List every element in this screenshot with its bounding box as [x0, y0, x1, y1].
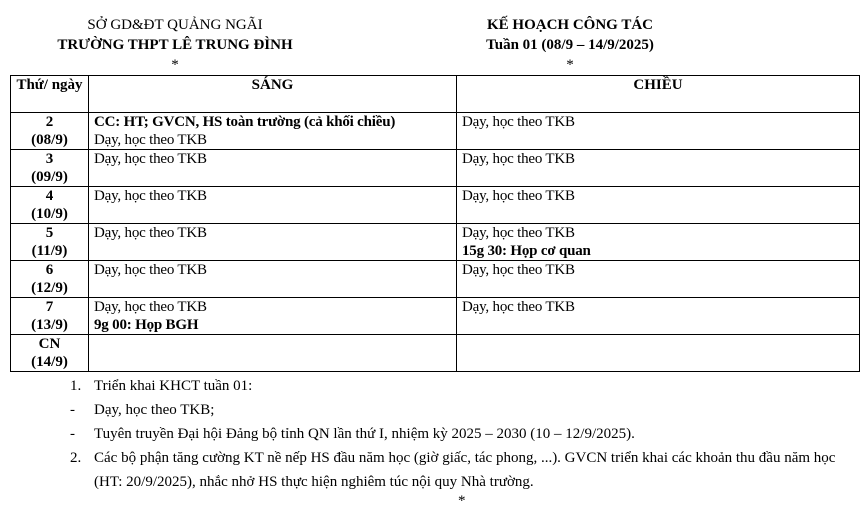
- activity: Dạy, học theo TKB: [94, 225, 207, 241]
- day-cell: [11, 113, 89, 150]
- note-item: [70, 374, 860, 398]
- weekday: 7: [45, 299, 54, 315]
- activity: Dạy, học theo TKB: [94, 151, 207, 167]
- activity: Dạy, học theo TKB: [462, 151, 575, 167]
- table-row: [11, 261, 860, 298]
- afternoon-cell: [457, 113, 860, 150]
- date: (14/9): [31, 354, 68, 370]
- activity: 9g 00: Họp BGH: [94, 317, 199, 333]
- org-name: SỞ GD&ĐT QUẢNG NGÃI: [87, 17, 263, 33]
- date: (13/9): [31, 317, 68, 333]
- morning-cell: [89, 150, 457, 187]
- separator-star: *: [566, 57, 574, 73]
- morning-cell: [89, 187, 457, 224]
- header-left: [10, 15, 340, 75]
- weekday: 3: [45, 151, 54, 167]
- afternoon-cell: [457, 261, 860, 298]
- note-marker: -: [70, 426, 75, 442]
- weekday: 4: [45, 188, 54, 204]
- morning-cell: [89, 113, 457, 150]
- note-marker: -: [70, 402, 75, 418]
- afternoon-cell: [457, 224, 860, 261]
- date: (12/9): [31, 280, 68, 296]
- day-cell: [11, 150, 89, 187]
- activity: Dạy, học theo TKB: [462, 114, 575, 130]
- header-day: Thứ/ ngày: [11, 76, 89, 113]
- morning-cell: [89, 298, 457, 335]
- afternoon-cell: [457, 298, 860, 335]
- table-row: [11, 298, 860, 335]
- note-marker: 1.: [70, 378, 82, 394]
- note-text: Dạy, học theo TKB;: [94, 402, 215, 418]
- day-cell: [11, 224, 89, 261]
- activity: Dạy, học theo TKB: [94, 132, 207, 148]
- header-right: [420, 15, 720, 75]
- header-afternoon: CHIỀU: [457, 76, 860, 113]
- note-item: [70, 422, 860, 446]
- date: (11/9): [31, 243, 68, 259]
- morning-cell: [89, 224, 457, 261]
- table-row: [11, 224, 860, 261]
- day-cell: [11, 298, 89, 335]
- separator-star: *: [171, 57, 179, 73]
- afternoon-cell: [457, 335, 860, 372]
- footer-star: *: [458, 493, 466, 509]
- note-text: Tuyên truyền Đại hội Đảng bộ tỉnh QN lần thứ I, nhiệm kỳ 2025 – 2030 (10 – 12/9/2025).: [94, 426, 635, 442]
- table-row: [11, 113, 860, 150]
- header-morning: SÁNG: [89, 76, 457, 113]
- day-cell: [11, 335, 89, 372]
- afternoon-cell: [457, 187, 860, 224]
- activity: Dạy, học theo TKB: [462, 262, 575, 278]
- note-item: [70, 398, 860, 422]
- morning-cell: [89, 335, 457, 372]
- school-name: TRƯỜNG THPT LÊ TRUNG ĐÌNH: [57, 37, 293, 53]
- week-range: Tuần 01 (08/9 – 14/9/2025): [486, 37, 654, 53]
- document-body: [10, 75, 860, 508]
- date: (08/9): [31, 132, 68, 148]
- weekday: 2: [45, 114, 54, 130]
- document-title: KẾ HOẠCH CÔNG TÁC: [487, 17, 653, 33]
- afternoon-cell: [457, 150, 860, 187]
- note-text: Triển khai KHCT tuần 01:: [94, 378, 253, 394]
- date: (10/9): [31, 206, 68, 222]
- note-text: Các bộ phận tăng cường KT nề nếp HS đầu năm học (giờ giấc, tác phong, ...). GVCN triển khai các khoản thu đầu năm học (HT: 20/9/2025), nhắc nhở HS thực hiện nghiêm túc nội quy Nhà trường.: [94, 450, 836, 490]
- activity: CC: HT; GVCN, HS toàn trường (cả khối chiều): [94, 114, 396, 130]
- morning-cell: [89, 261, 457, 298]
- table-row: [11, 150, 860, 187]
- table-row: [11, 335, 860, 372]
- activity: Dạy, học theo TKB: [94, 262, 207, 278]
- weekday: 6: [45, 262, 54, 278]
- notes: [70, 374, 860, 494]
- date: (09/9): [31, 169, 68, 185]
- activity: Dạy, học theo TKB: [462, 225, 575, 241]
- activity: Dạy, học theo TKB: [462, 188, 575, 204]
- weekday: 5: [45, 225, 54, 241]
- day-cell: [11, 261, 89, 298]
- activity: Dạy, học theo TKB: [94, 299, 207, 315]
- weekday: CN: [38, 336, 61, 352]
- note-marker: 2.: [70, 450, 82, 466]
- activity: Dạy, học theo TKB: [94, 188, 207, 204]
- note-item: [70, 446, 860, 494]
- table-row: [11, 187, 860, 224]
- schedule-table: [10, 75, 860, 372]
- activity: 15g 30: Họp cơ quan: [462, 243, 591, 259]
- activity: Dạy, học theo TKB: [462, 299, 575, 315]
- day-cell: [11, 187, 89, 224]
